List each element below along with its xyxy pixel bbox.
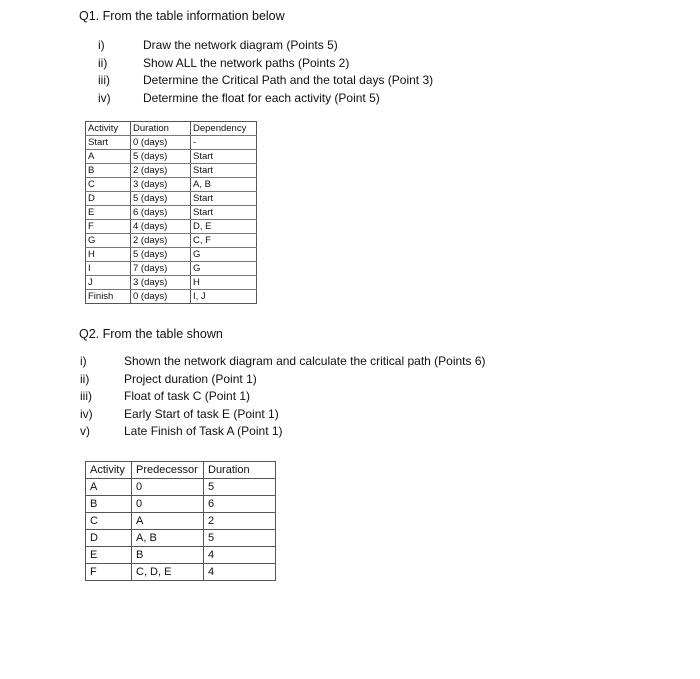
list-item-text: Early Start of task E (Point 1) — [124, 406, 279, 421]
table-cell: Start — [191, 150, 257, 164]
table-cell: 7 (days) — [131, 262, 191, 276]
list-item-text: Draw the network diagram (Points 5) — [143, 38, 338, 52]
table-row — [86, 479, 276, 496]
table-cell: D — [86, 192, 131, 206]
table-cell: C — [86, 513, 132, 530]
table-row — [86, 290, 257, 304]
table-cell: 3 (days) — [131, 178, 191, 192]
list-item-number: iii) — [80, 389, 92, 403]
table-cell: 3 (days) — [131, 276, 191, 290]
table-cell: 0 (days) — [131, 136, 191, 150]
q1-task-list — [98, 37, 433, 107]
table-row — [86, 564, 276, 581]
table-cell: A, B — [191, 178, 257, 192]
list-item-text: Float of task C (Point 1) — [124, 389, 251, 403]
table-cell: 0 — [132, 479, 204, 496]
table-cell: A — [132, 513, 204, 530]
table-cell: F — [86, 564, 132, 581]
table-cell: Start — [191, 164, 257, 178]
list-item-text: Show ALL the network paths (Points 2) — [143, 55, 350, 70]
table-row — [86, 513, 276, 530]
table-cell: H — [86, 248, 131, 262]
column-header: Activity — [86, 122, 131, 136]
table-cell: 2 (days) — [131, 164, 191, 178]
table-row — [86, 262, 257, 276]
table-cell: 5 (days) — [131, 150, 191, 164]
table-row — [86, 136, 257, 150]
column-header: Dependency — [191, 122, 257, 136]
list-item-text: Shown the network diagram and calculate the critical path (Points 6) — [124, 354, 486, 368]
list-item-number: v) — [80, 424, 90, 438]
table-cell: B — [86, 496, 132, 513]
table-cell: I, J — [191, 290, 257, 304]
list-item-text: Determine the Critical Path and the total days (Point 3) — [143, 73, 434, 87]
table-row — [86, 276, 257, 290]
list-item-text: Late Finish of Task A (Point 1) — [124, 424, 283, 438]
q1-title: Q1. From the table information below — [79, 9, 285, 23]
table-cell: 5 (days) — [131, 192, 191, 206]
table-cell: A — [86, 150, 131, 164]
table-row — [86, 192, 257, 206]
table-cell: H — [191, 276, 257, 290]
q2-title: Q2. From the table shown — [79, 327, 223, 341]
table-cell: D — [86, 530, 132, 547]
table-cell: 2 (days) — [131, 234, 191, 248]
list-item-number: i) — [80, 354, 87, 368]
table-cell: E — [86, 547, 132, 564]
list-item-number: ii) — [80, 371, 90, 386]
table-cell: 6 — [204, 496, 276, 513]
table-cell: Start — [191, 206, 257, 220]
table-cell: Start — [191, 192, 257, 206]
table-cell: 4 — [204, 547, 276, 564]
q2-activity-table — [85, 461, 276, 581]
table-row — [86, 150, 257, 164]
table-cell: G — [86, 234, 131, 248]
table-cell: 5 (days) — [131, 248, 191, 262]
table-row — [86, 530, 276, 547]
q1-activity-table — [85, 121, 257, 304]
column-header: Duration — [204, 462, 276, 479]
table-cell: 4 — [204, 564, 276, 581]
table-cell: Start — [86, 136, 131, 150]
table-header-row — [86, 462, 276, 479]
column-header: Predecessor — [132, 462, 204, 479]
table-cell: B — [86, 164, 131, 178]
table-cell: J — [86, 276, 131, 290]
list-item-text: Determine the float for each activity (Point 5) — [143, 90, 380, 105]
column-header: Activity — [86, 462, 132, 479]
table-cell: 0 — [132, 496, 204, 513]
list-item — [98, 55, 433, 73]
list-item — [80, 353, 486, 371]
table-row — [86, 547, 276, 564]
table-cell: Finish — [86, 290, 131, 304]
table-header-row — [86, 122, 257, 136]
list-item — [98, 37, 433, 55]
table-cell: 6 (days) — [131, 206, 191, 220]
list-item — [98, 72, 433, 90]
table-cell: 2 — [204, 513, 276, 530]
table-row — [86, 248, 257, 262]
table-cell: E — [86, 206, 131, 220]
table-row — [86, 234, 257, 248]
list-item — [80, 371, 486, 389]
list-item-number: ii) — [98, 55, 108, 70]
table-row — [86, 496, 276, 513]
table-cell: I — [86, 262, 131, 276]
list-item-text: Project duration (Point 1) — [124, 371, 257, 386]
list-item — [80, 406, 486, 424]
table-cell: 5 — [204, 530, 276, 547]
list-item — [80, 388, 486, 406]
list-item-number: i) — [98, 38, 105, 52]
table-cell: C, F — [191, 234, 257, 248]
list-item-number: iv) — [98, 90, 111, 105]
table-cell: - — [191, 136, 257, 150]
list-item — [98, 90, 433, 108]
table-row — [86, 178, 257, 192]
list-item — [80, 423, 486, 441]
table-cell: C — [86, 178, 131, 192]
table-row — [86, 164, 257, 178]
table-cell: 0 (days) — [131, 290, 191, 304]
table-row — [86, 220, 257, 234]
table-cell: A, B — [132, 530, 204, 547]
table-cell: C, D, E — [132, 564, 204, 581]
table-cell: 4 (days) — [131, 220, 191, 234]
table-cell: A — [86, 479, 132, 496]
q2-task-list — [80, 353, 486, 441]
list-item-number: iv) — [80, 406, 93, 421]
table-cell: 5 — [204, 479, 276, 496]
table-cell: F — [86, 220, 131, 234]
table-cell: B — [132, 547, 204, 564]
column-header: Duration — [131, 122, 191, 136]
table-cell: D, E — [191, 220, 257, 234]
list-item-number: iii) — [98, 73, 110, 87]
table-cell: G — [191, 262, 257, 276]
table-row — [86, 206, 257, 220]
table-cell: G — [191, 248, 257, 262]
